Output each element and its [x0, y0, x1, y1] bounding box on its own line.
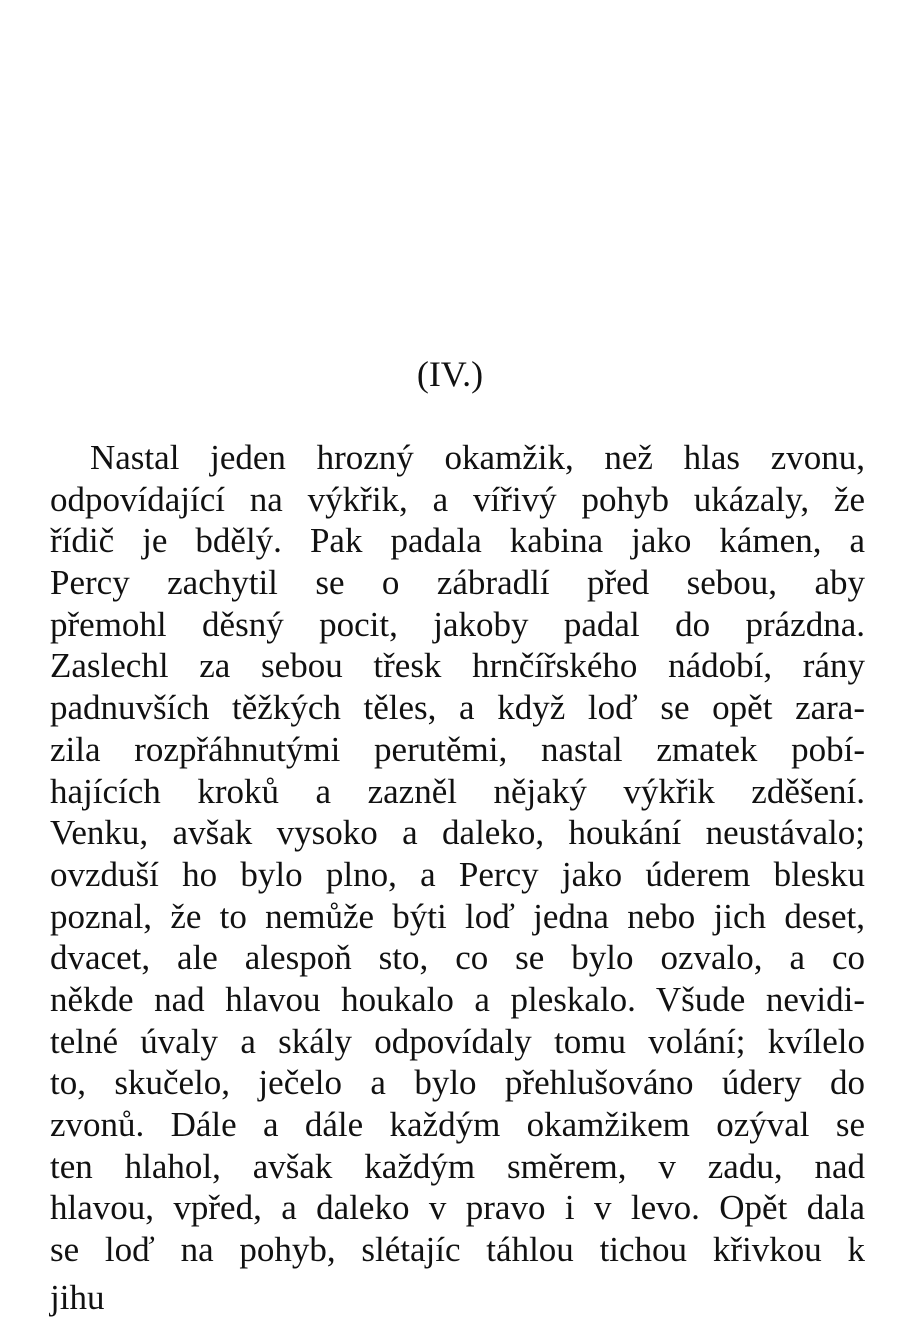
chapter-heading: (IV.)	[416, 354, 484, 394]
text-line: řídič je bdělý. Pak padala kabina jako kámen, a	[50, 521, 865, 561]
text-line: poznal, že to nemůže býti loď jedna nebo jich deset,	[50, 896, 865, 936]
text-line: hajících kroků a zazněl nějaký výkřik zděšení.	[50, 771, 865, 811]
paragraph	[50, 437, 865, 1271]
text-line: se loď na pohyb, slétajíc táhlou tichou křivkou k	[50, 1230, 865, 1270]
text-line: ten hlahol, avšak každým směrem, v zadu, nad	[50, 1146, 865, 1186]
text-line: zvonů. Dále a dále každým okamžikem ozýval se	[50, 1105, 865, 1144]
text-line: telné úvaly a skály odpovídaly tomu volání; kvílelo	[50, 1021, 865, 1061]
text-line: to, skučelo, ječelo a bylo přehlušováno údery do	[50, 1063, 865, 1103]
text-line: dvacet, ale alespoň sto, co se bylo ozvalo, a co	[50, 938, 865, 978]
text-line: padnuvších těžkých těles, a když loď se opět zara-	[50, 688, 865, 728]
text-line: přemohl děsný pocit, jakoby padal do prázdna.	[50, 604, 865, 644]
text-line: zila rozpřáhnutými perutěmi, nastal zmatek pobí-	[50, 729, 865, 769]
text-line: Venku, avšak vysoko a daleko, houkání neustávalo;	[50, 813, 865, 853]
cutoff-text-line: jihu	[50, 1278, 105, 1317]
text-line: někde nad hlavou houkalo a pleskalo. Všude nevidi-	[50, 979, 865, 1019]
text-line: Percy zachytil se o zábradlí před sebou, aby	[50, 563, 865, 603]
text-line: hlavou, vpřed, a daleko v pravo i v levo. Opět dala	[50, 1188, 865, 1228]
text-line: Zaslechl za sebou třesk hrnčířského nádobí, rány	[50, 646, 865, 686]
text-line: odpovídající na výkřik, a vířivý pohyb ukázaly, že	[50, 479, 865, 519]
text-line: Nastal jeden hrozný okamžik, než hlas zvonu,	[90, 438, 865, 477]
text-line: ovzduší ho bylo plno, a Percy jako úderem blesku	[50, 854, 865, 894]
